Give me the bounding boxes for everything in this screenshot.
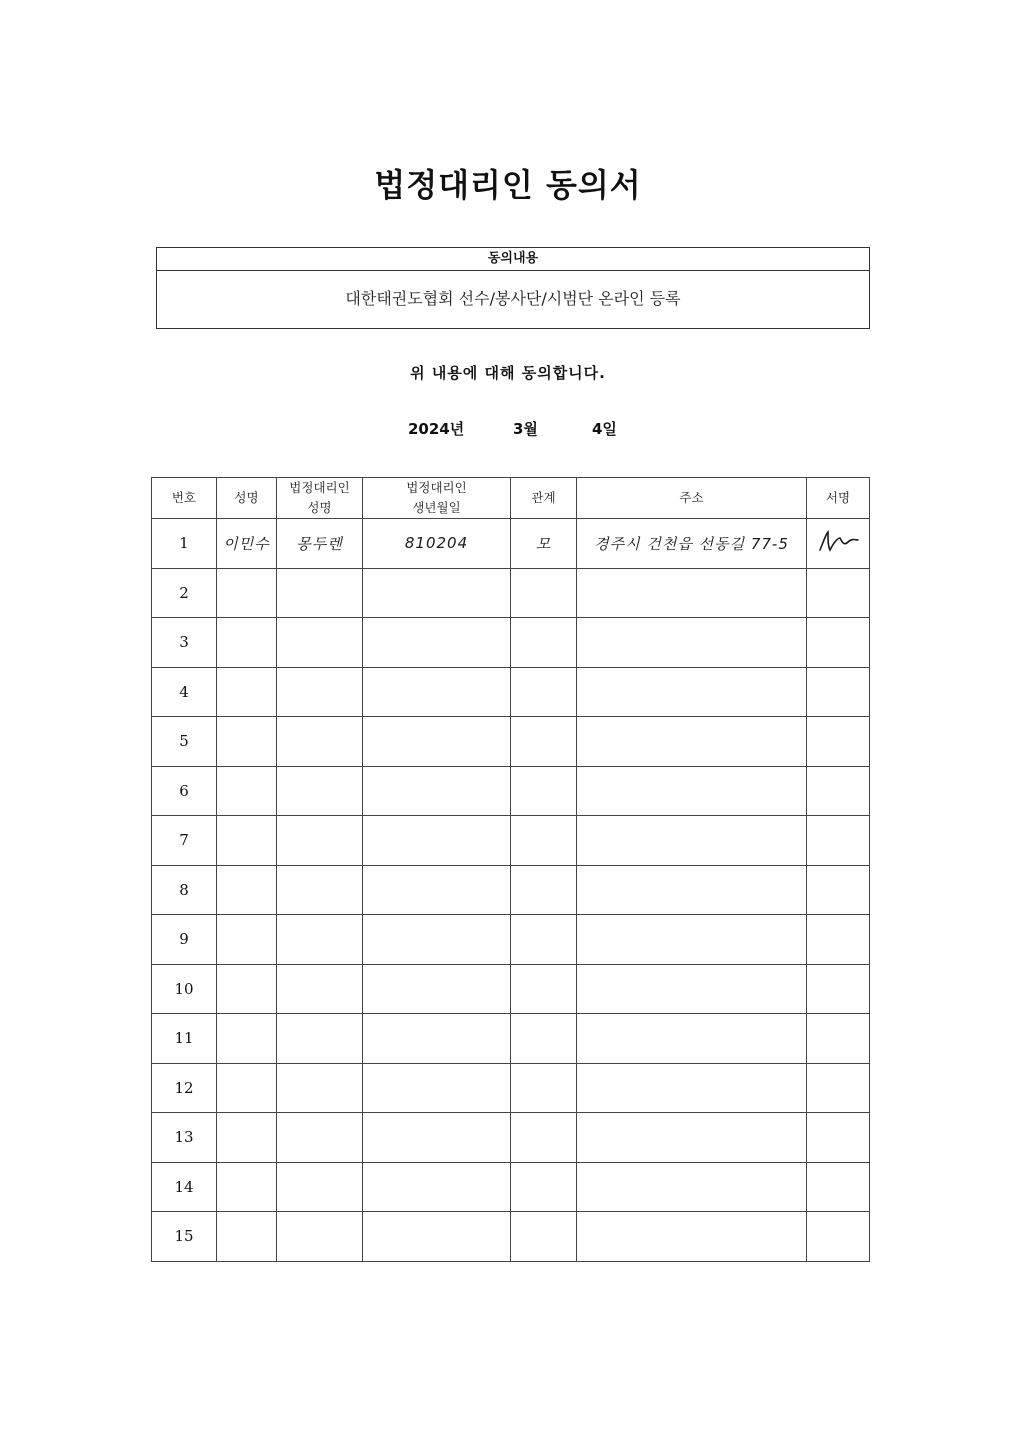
cell-name — [217, 568, 277, 618]
cell-no: 14 — [152, 1162, 217, 1212]
cell-name — [217, 865, 277, 915]
consent-box-header: 동의내용 — [157, 248, 869, 271]
cell-address — [577, 766, 807, 816]
cell-relation — [511, 915, 577, 965]
cell-guardian-name — [277, 1014, 363, 1064]
cell-relation — [511, 1162, 577, 1212]
cell-signature — [807, 865, 870, 915]
cell-guardian-name — [277, 964, 363, 1014]
cell-no: 9 — [152, 915, 217, 965]
cell-guardian-birth — [363, 1113, 511, 1163]
header-guardian-name-line2: 성명 — [307, 500, 332, 515]
cell-address — [577, 816, 807, 866]
cell-address — [577, 865, 807, 915]
cell-relation — [511, 865, 577, 915]
table-row — [152, 865, 870, 915]
cell-signature — [807, 1014, 870, 1064]
cell-guardian-name — [277, 816, 363, 866]
table-row — [152, 519, 870, 569]
cell-guardian-birth — [363, 568, 511, 618]
cell-no: 13 — [152, 1113, 217, 1163]
cell-name — [217, 816, 277, 866]
cell-relation — [511, 618, 577, 668]
header-guardian-name-line1: 법정대리인 — [289, 480, 350, 495]
cell-name — [217, 1113, 277, 1163]
table-row — [152, 766, 870, 816]
cell-guardian-name — [277, 1212, 363, 1262]
cell-no: 6 — [152, 766, 217, 816]
cell-relation — [511, 816, 577, 866]
handwritten-signature-mark — [816, 528, 860, 554]
table-row — [152, 1014, 870, 1064]
cell-name — [217, 667, 277, 717]
cell-relation — [511, 1113, 577, 1163]
cell-guardian-name — [277, 766, 363, 816]
cell-guardian-birth — [363, 717, 511, 767]
header-signature: 서명 — [807, 478, 870, 519]
cell-guardian-name — [277, 667, 363, 717]
cell-guardian-name: 몽두렌 — [277, 519, 363, 569]
cell-guardian-name — [277, 915, 363, 965]
cell-signature — [807, 915, 870, 965]
cell-relation — [511, 1063, 577, 1113]
cell-address — [577, 964, 807, 1014]
table-row — [152, 1063, 870, 1113]
table-row — [152, 1113, 870, 1163]
cell-no: 5 — [152, 717, 217, 767]
header-guardian-birth-line1: 법정대리인 — [406, 480, 467, 495]
cell-guardian-name — [277, 1063, 363, 1113]
cell-guardian-birth — [363, 618, 511, 668]
cell-name — [217, 1063, 277, 1113]
page-title: 법정대리인 동의서 — [374, 166, 642, 204]
cell-no: 2 — [152, 568, 217, 618]
cell-address — [577, 1212, 807, 1262]
cell-relation: 모 — [511, 519, 577, 569]
cell-signature — [807, 1212, 870, 1262]
cell-signature — [807, 1162, 870, 1212]
header-name: 성명 — [217, 478, 277, 519]
date-year: 2024년 — [408, 420, 465, 438]
cell-guardian-name — [277, 618, 363, 668]
consent-box — [156, 247, 870, 329]
cell-signature — [807, 667, 870, 717]
cell-guardian-name — [277, 568, 363, 618]
header-guardian-birth-line2: 생년월일 — [412, 500, 461, 515]
cell-name — [217, 1014, 277, 1064]
cell-guardian-birth — [363, 816, 511, 866]
cell-guardian-name — [277, 865, 363, 915]
cell-guardian-birth — [363, 766, 511, 816]
cell-signature — [807, 816, 870, 866]
cell-no: 4 — [152, 667, 217, 717]
cell-signature — [807, 717, 870, 767]
cell-signature — [807, 1113, 870, 1163]
cell-address: 경주시 건천읍 선동길 77-5 — [577, 519, 807, 569]
cell-guardian-birth — [363, 964, 511, 1014]
cell-signature — [807, 519, 870, 569]
cell-address — [577, 1162, 807, 1212]
cell-guardian-birth — [363, 1014, 511, 1064]
cell-relation — [511, 667, 577, 717]
cell-no: 7 — [152, 816, 217, 866]
cell-name — [217, 1212, 277, 1262]
cell-guardian-name — [277, 1113, 363, 1163]
cell-guardian-name — [277, 717, 363, 767]
cell-no: 8 — [152, 865, 217, 915]
guardian-table — [151, 477, 870, 1262]
date-day: 4일 — [592, 420, 617, 438]
cell-no: 12 — [152, 1063, 217, 1113]
cell-signature — [807, 1063, 870, 1113]
cell-relation — [511, 766, 577, 816]
cell-no: 1 — [152, 519, 217, 569]
cell-signature — [807, 568, 870, 618]
cell-address — [577, 667, 807, 717]
table-row — [152, 964, 870, 1014]
table-row — [152, 915, 870, 965]
cell-no: 3 — [152, 618, 217, 668]
cell-relation — [511, 568, 577, 618]
cell-guardian-birth — [363, 1063, 511, 1113]
cell-name — [217, 964, 277, 1014]
header-address: 주소 — [577, 478, 807, 519]
cell-guardian-birth — [363, 667, 511, 717]
table-row — [152, 1212, 870, 1262]
cell-signature — [807, 964, 870, 1014]
cell-guardian-birth — [363, 1212, 511, 1262]
cell-guardian-name — [277, 1162, 363, 1212]
cell-name — [217, 766, 277, 816]
cell-address — [577, 1063, 807, 1113]
cell-signature — [807, 766, 870, 816]
cell-guardian-birth — [363, 1162, 511, 1212]
cell-guardian-birth — [363, 915, 511, 965]
cell-relation — [511, 717, 577, 767]
table-row — [152, 618, 870, 668]
cell-address — [577, 1014, 807, 1064]
cell-name — [217, 618, 277, 668]
cell-no: 10 — [152, 964, 217, 1014]
table-row — [152, 816, 870, 866]
table-row — [152, 667, 870, 717]
header-guardian-name — [277, 478, 363, 519]
table-row — [152, 1162, 870, 1212]
cell-signature — [807, 618, 870, 668]
cell-address — [577, 915, 807, 965]
cell-guardian-birth: 810204 — [363, 519, 511, 569]
cell-address — [577, 717, 807, 767]
table-row — [152, 568, 870, 618]
cell-guardian-birth — [363, 865, 511, 915]
cell-name — [217, 915, 277, 965]
header-no: 번호 — [152, 478, 217, 519]
header-guardian-birth — [363, 478, 511, 519]
cell-no: 11 — [152, 1014, 217, 1064]
table-row — [152, 717, 870, 767]
cell-name — [217, 1162, 277, 1212]
cell-relation — [511, 964, 577, 1014]
date-month: 3월 — [513, 420, 538, 438]
consent-box-content: 대한태권도협회 선수/봉사단/시범단 온라인 등록 — [345, 289, 681, 308]
cell-name — [217, 717, 277, 767]
table-header-row — [152, 478, 870, 519]
header-relation: 관계 — [511, 478, 577, 519]
cell-address — [577, 1113, 807, 1163]
cell-no: 15 — [152, 1212, 217, 1262]
agree-statement: 위 내용에 대해 동의합니다. — [410, 364, 606, 382]
cell-address — [577, 568, 807, 618]
cell-name: 이민수 — [217, 519, 277, 569]
cell-relation — [511, 1212, 577, 1262]
cell-address — [577, 618, 807, 668]
cell-relation — [511, 1014, 577, 1064]
